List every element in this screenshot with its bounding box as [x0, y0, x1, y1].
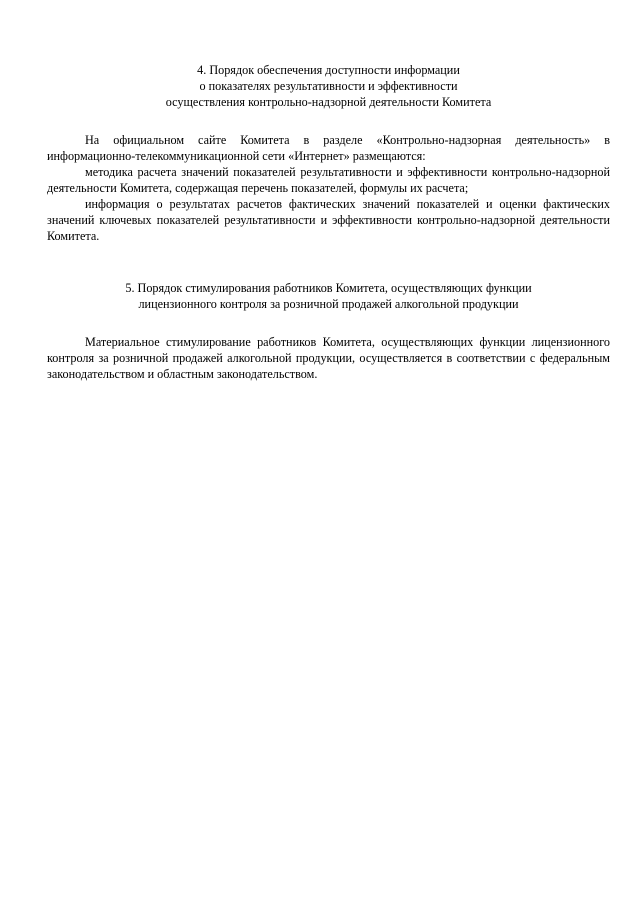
section-4-paragraph-1: На официальном сайте Комитета в разделе «Контрольно-надзорная деятельность» в информационно-телекоммуникационной сети «Интернет» размещаются: [47, 133, 610, 163]
section-5-body [47, 334, 610, 382]
section-4-body [47, 132, 610, 244]
section-4-heading [47, 62, 610, 110]
section-4-heading-line-1: 4. Порядок обеспечения доступности информации [197, 63, 460, 77]
section-5-heading-line-1: 5. Порядок стимулирования работников Комитета, осуществляющих функции [125, 281, 532, 295]
section-5-heading-line-2: лицензионного контроля за розничной продажей алкогольной продукции [138, 297, 519, 311]
section-5 [47, 280, 610, 382]
section-5-paragraph-1: Материальное стимулирование работников Комитета, осуществляющих функции лицензионного контроля за розничной продажей алкогольной продукции, осуществляется в соответствии с федеральным законодательством и областным законодательством. [47, 335, 610, 381]
section-4-heading-line-2: о показателях результативности и эффективности [199, 79, 458, 93]
document-page [47, 62, 610, 382]
section-4-paragraph-2: методика расчета значений показателей результативности и эффективности контрольно-надзорной деятельности Комитета, содержащая перечень показателей, формулы их расчета; [47, 165, 610, 195]
section-4-heading-line-3: осуществления контрольно-надзорной деятельности Комитета [165, 95, 492, 109]
section-5-heading [47, 280, 610, 312]
section-4-paragraph-3: информация о результатах расчетов фактических значений показателей и оценки фактических значений ключевых показателей результативности и эффективности контрольно-надзорной деятельности Комитета. [47, 197, 610, 243]
